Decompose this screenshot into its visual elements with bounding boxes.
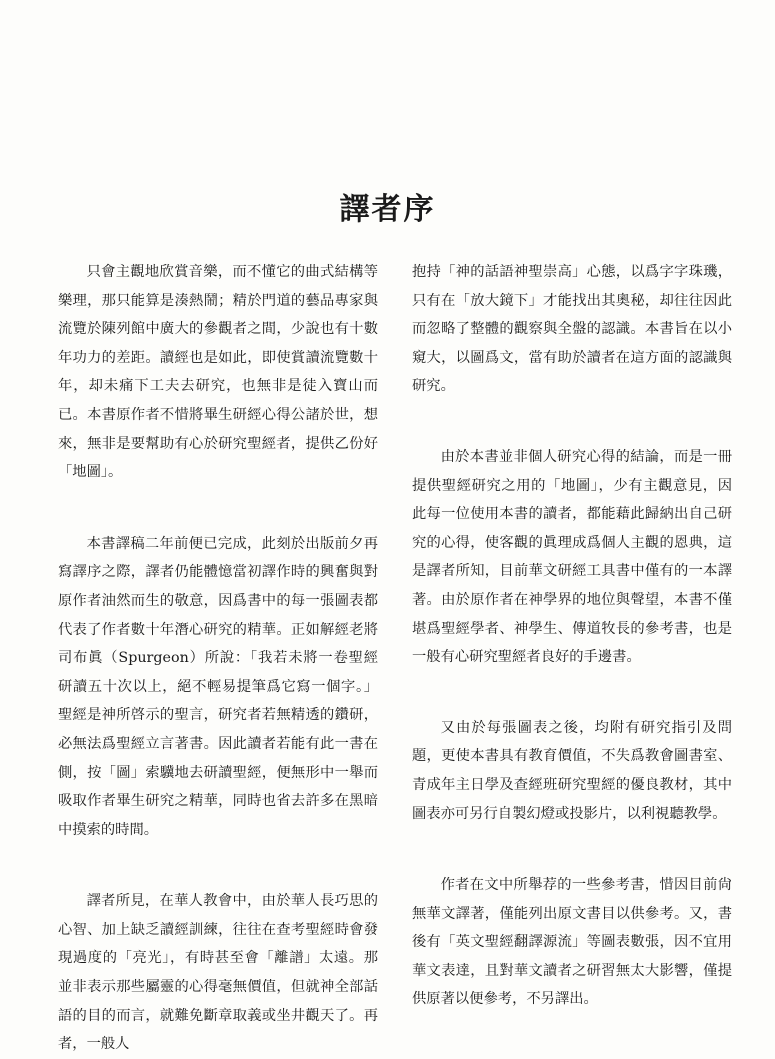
paragraph: 本書譯稿二年前便已完成，此刻於出版前夕再寫譯序之際，譯者仍能體憶當初譯作時的興奮與對原作者油然而生的敬意，因爲書中的每一張圖表都代表了作者數十年潛心研究的精華。正如解經老將司布眞（Spurgeon）所說：「我若未將一卷聖經研讀五十次以上，絕不輕易提筆爲它寫一個字。」聖經是神所啓示的聖言，研究者若無精透的鑽研，必無法爲聖經立言著書。因此讀者若能有此一書在側，按「圖」索驥地去研讀聖經，便無形中一舉而吸取作者畢生研究之精華，同時也省去許多在黑暗中摸索的時間。 [58, 535, 378, 838]
paragraph: 抱持「神的話語神聖崇高」心態，以爲字字珠璣，只有在「放大鏡下」才能找出其奧秘，却往往因此而忽略了整體的觀察與全盤的認識。本書旨在以小窺大，以圖爲文，當有助於讀者在這方面的認識與研究。 [412, 264, 732, 395]
paragraph: 又由於每張圖表之後，均附有研究指引及問題，更使本書具有教育價值，不失爲教會圖書室、青成年主日學及查經班研究聖經的優良教材，其中圖表亦可另行自製幻燈或投影片，以利視聽教學。 [412, 719, 732, 822]
page-title: 譯者序 [339, 192, 436, 227]
paragraph: 譯者所見，在華人教會中，由於華人長巧思的心智、加上缺乏讀經訓練，往往在查考聖經時會發現過度的「亮光」，有時甚至會「離譜」太遠。那並非表示那些屬靈的心得毫無價值，但就神全部話語的目的而言，就難免斷章取義或坐井觀天了。再者，一般人 [58, 893, 378, 1053]
paragraph: 由於本書並非個人研究心得的結論，而是一冊提供聖經研究之用的「地圖」，少有主觀意見，因此每一位使用本書的讀者，都能藉此歸納出自己研究的心得，使客觀的眞理成爲個人主觀的恩典，這是譯者所知，目前華文研經工具書中僅有的一本譯著。由於原作者在神學界的地位與聲望，本書不僅堪爲聖經學者、神學生、傳道牧長的參考書，也是一般有心研究聖經者良好的手邊書。 [412, 448, 732, 666]
left-column [58, 258, 378, 1059]
right-column [412, 258, 732, 1014]
paragraph: 只會主觀地欣賞音樂，而不懂它的曲式結構等樂理，那只能算是湊熱鬧；精於門道的藝品專家與流覽於陳列館中廣大的參觀者之間，少說也有十數年功力的差距。讀經也是如此，即使賞讀流覽數十年，却未痛下工夫去研究，也無非是徒入寶山而已。本書原作者不惜將畢生研經心得公諸於世，想來，無非是要幫助有心於研究聖經者，提供乙份好「地圖」。 [58, 264, 378, 481]
paragraph: 作者在文中所舉荐的一些參考書，惜因目前尙無華文譯著，僅能列出原文書目以供參考。又，書後有「英文聖經翻譯源流」等圖表數張，因不宜用華文表達，且對華文讀者之研習無太大影響，僅提供原著以便參考，不另譯出。 [412, 877, 732, 1008]
